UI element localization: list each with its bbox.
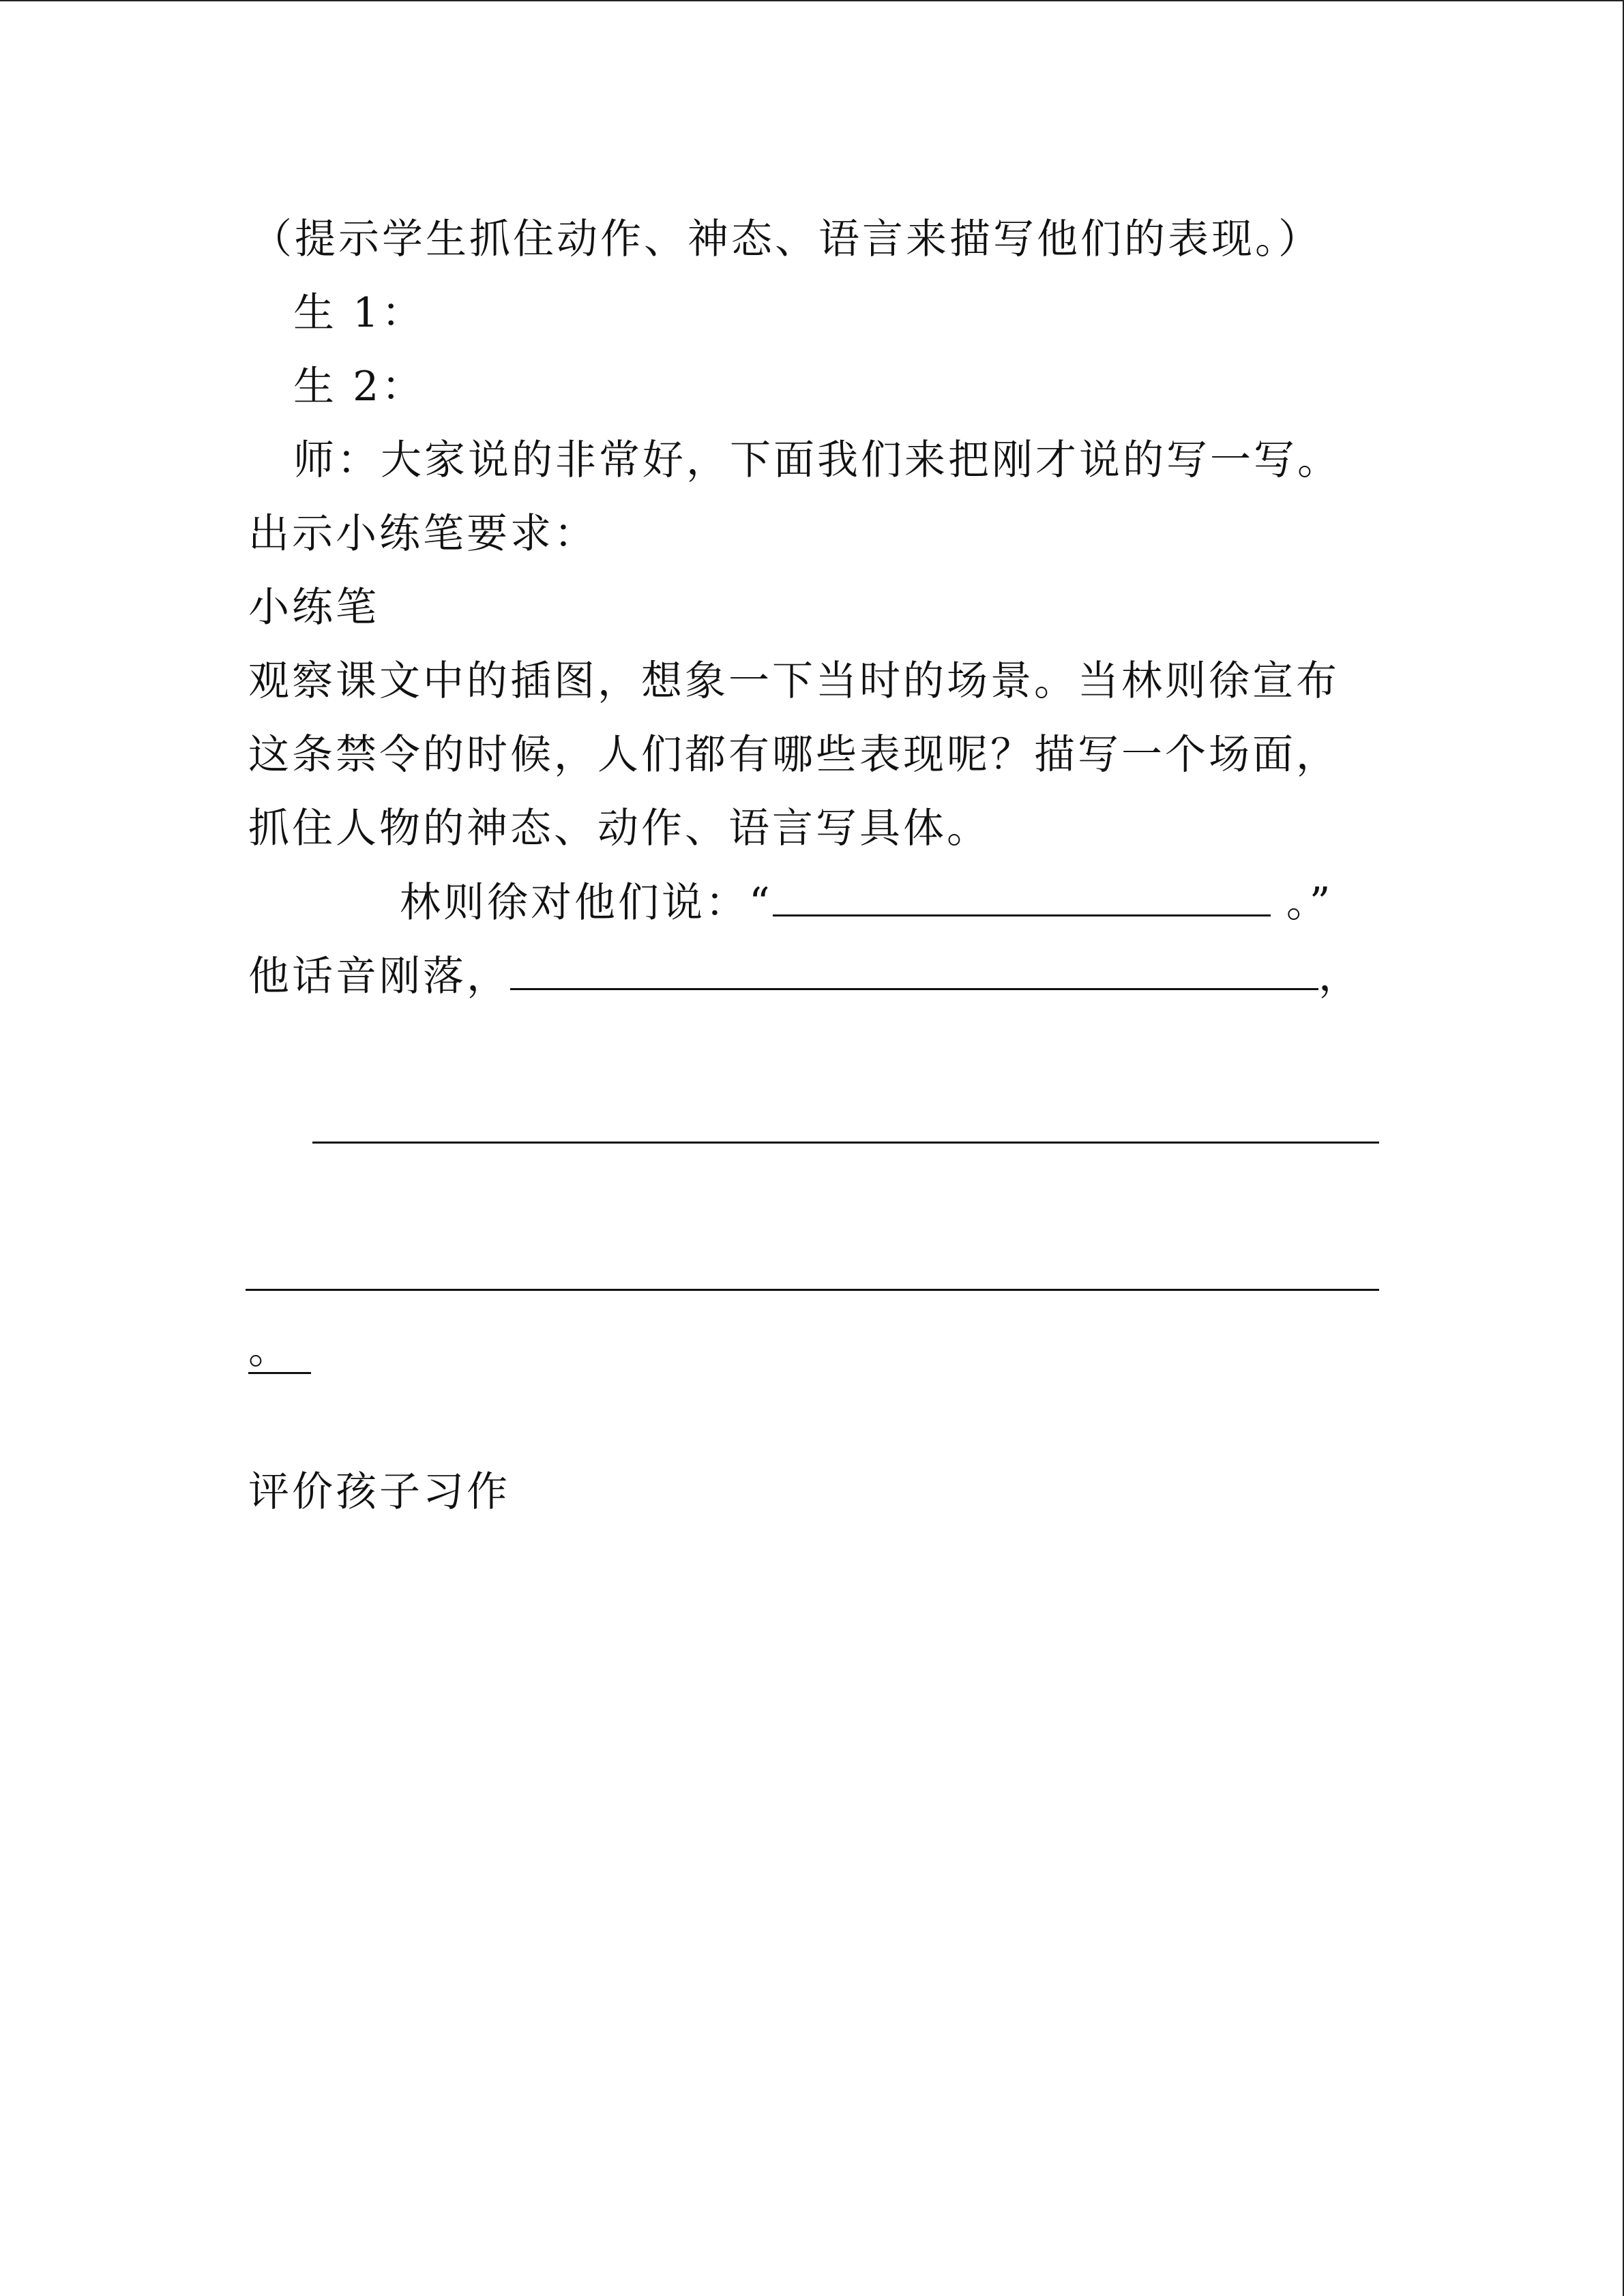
fill-in-line-2 bbox=[248, 951, 1362, 1001]
hint-line: （提示学生抓住动作、神态、语言来描写他们的表现。） bbox=[251, 215, 1322, 263]
fill-1-suffix: 。” bbox=[1270, 879, 1333, 927]
student-1-line: 生 1： bbox=[293, 289, 426, 337]
exercise-title: 小练笔 bbox=[248, 584, 379, 631]
fill-2-suffix: ， bbox=[1318, 953, 1362, 1000]
evaluate-line: 评价孩子习作 bbox=[248, 1468, 510, 1516]
task-line-3: 抓住人物的神态、动作、语言写具体。 bbox=[248, 805, 990, 852]
student-2-line: 生 2： bbox=[293, 363, 426, 411]
writing-rule-1[interactable] bbox=[312, 1142, 1379, 1144]
fill-2-prefix: 他话音刚落， bbox=[248, 953, 510, 1000]
task-line-1: 观察课文中的插图，想象一下当时的场景。当林则徐宣布 bbox=[248, 657, 1340, 705]
fill-in-line-1 bbox=[400, 878, 1333, 927]
task-line-2: 这条禁令的时候，人们都有哪些表现呢？描写一个场面， bbox=[248, 731, 1340, 779]
writing-rule-2[interactable] bbox=[246, 1289, 1379, 1291]
show-requirement-line: 出示小练笔要求： bbox=[248, 510, 597, 558]
fill-1-prefix: 林则徐对他们说：“ bbox=[400, 879, 773, 927]
fill-1-blank[interactable] bbox=[773, 878, 1271, 916]
teacher-line: 师：大家说的非常好，下面我们来把刚才说的写一写。 bbox=[293, 436, 1341, 484]
fill-2-blank[interactable] bbox=[510, 951, 1318, 990]
end-mark: 。 bbox=[248, 1327, 311, 1374]
